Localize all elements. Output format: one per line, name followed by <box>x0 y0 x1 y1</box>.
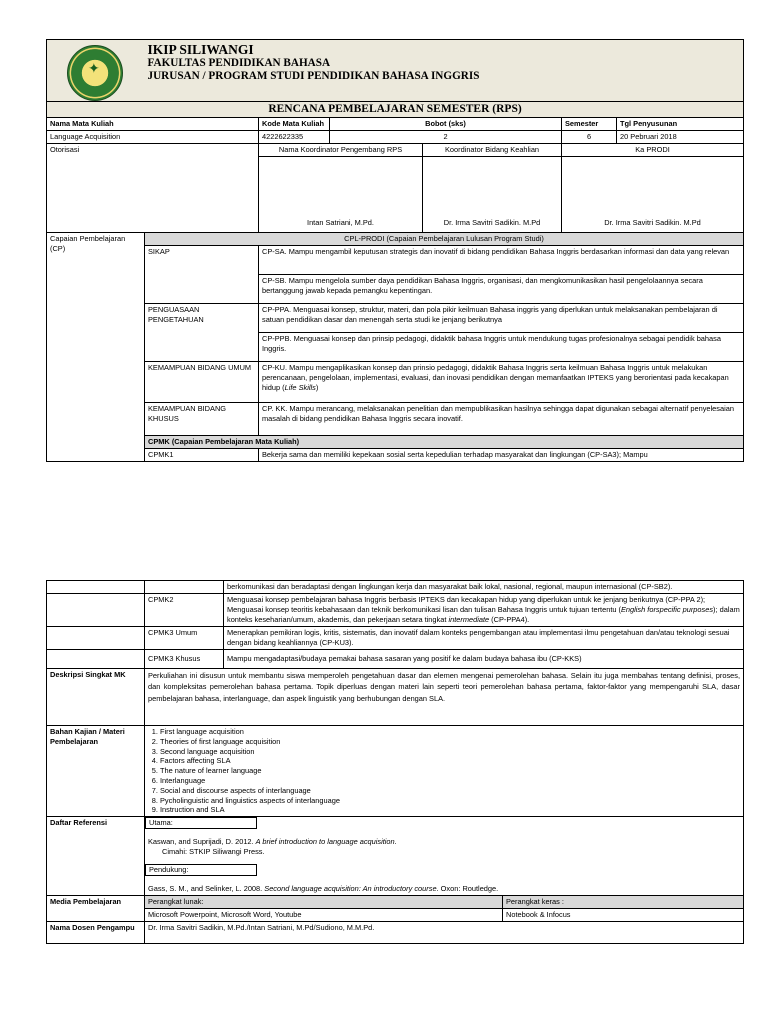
cp-label-continued-2 <box>47 594 145 627</box>
cpmk3-khusus-label: CPMK3 Khusus <box>145 650 224 669</box>
doc-title: RENCANA PEMBELAJARAN SEMESTER (RPS) <box>47 102 744 118</box>
rps-table-page-1 <box>46 39 744 462</box>
media-label-row <box>47 896 744 909</box>
cp-ku-text: CP-KU. Mampu mengaplikasikan konsep dan prinsio pedagogi, didaktik Bahasa Inggris serta keilmuan Bahasa Inggris untuk melakukan perencanaan, pengelolaan, implementasi, evaluasi, dan inovasi pendidikan dengan memanfaatkan IPTEKS yang berorientasi pada kecakapan hidup ( <box>262 363 729 392</box>
material-item: 2. Theories of first language acquisition <box>160 737 740 747</box>
cp-ku-life-skills: Life Skills <box>284 383 316 392</box>
material-item: 6. Interlanguage <box>160 776 740 786</box>
expertise-coordinator-name: Dr. Irma Savitri Sadikin. M.Pd <box>423 157 562 233</box>
institution-name: IKIP SILIWANGI <box>147 42 254 57</box>
lecturer-names: Dr. Irma Savitri Sadikin, M.Pd./Intan Satriani, M.Pd/Sudiono, M.M.Pd. <box>145 922 744 944</box>
software-label: Perangkat lunak: <box>145 896 503 909</box>
material-item: 3. Second language acquisition <box>160 747 740 757</box>
materials-label: Bahan Kajian / Materi Pembelajaran <box>47 726 145 817</box>
kk-label: KEMAMPUAN BIDANG KHUSUS <box>145 403 259 436</box>
cp-ppb: CP-PPB. Menguasai konsep dan prinsip pedagogi, didaktik bahasa Inggris untuk mendukung tugas profesionalnya sebagai pendidik bahasa Inggris. <box>259 333 744 362</box>
doc-title-row <box>47 102 744 118</box>
media-label: Media Pembelajaran <box>47 896 145 922</box>
materials-list <box>148 727 740 815</box>
cpmk2-row <box>47 594 744 627</box>
coordinator-name: Intan Satriani, M.Pd. <box>259 157 423 233</box>
main-reference-title: A brief introduction to language acquisition <box>255 837 395 847</box>
kk-row <box>47 403 744 436</box>
course-code-label: Kode Mata Kuliah <box>259 118 330 131</box>
sikap-row-a <box>47 246 744 275</box>
lecturer-row <box>47 922 744 944</box>
main-reference-publisher: Cimahi: STKIP Siliwangi Press. <box>162 847 265 857</box>
main-reference-author: Kaswan, and Suprijadi, D. 2012. <box>148 837 256 847</box>
cpmk3-umum-label: CPMK3 Umum <box>145 627 224 650</box>
cp-label-continued <box>47 581 145 594</box>
cpmk-header-row <box>47 436 744 449</box>
lecturer-label: Nama Dosen Pengampu <box>47 922 145 944</box>
semester-value: 6 <box>562 131 617 144</box>
semester-label: Semester <box>562 118 617 131</box>
cpmk1-row <box>47 449 744 462</box>
cpmk2-text-e: (CP-PPA4). <box>489 615 530 624</box>
authorization-label-row <box>47 144 744 157</box>
cpmk-header: CPMK (Capaian Pembelajaran Mata Kuliah) <box>145 436 744 449</box>
sikap-label: SIKAP <box>145 246 259 304</box>
main-references-label: Utama: <box>145 817 257 829</box>
material-item: 1. First language acquisition <box>160 727 740 737</box>
software-value: Microsoft Powerpoint, Microsoft Word, Youtube <box>145 909 503 922</box>
media-value-row <box>47 909 744 922</box>
support-reference-author: Gass, S. M., and Selinker, L. 2008. <box>148 884 265 894</box>
faculty-name: FAKULTAS PENDIDIKAN BAHASA <box>147 57 331 69</box>
expertise-coordinator-label: Koordinator Bidang Keahlian <box>423 144 562 157</box>
ikip-logo-icon: ✦ <box>67 45 123 101</box>
cpl-prodi-header: CPL-PRODI (Capaian Pembelajaran Lulusan Program Studi) <box>145 233 744 246</box>
materials-row <box>47 726 744 817</box>
cpmk1-text-part2: berkomunikasi dan beradaptasi dengan lingkungan kerja dan masyarakat baik lokal, nasional, regional, maupun internasional (CP-SB2). <box>224 581 744 594</box>
main-reference-dot: . <box>394 837 397 847</box>
ku-row <box>47 362 744 403</box>
support-reference-title: Second language acquisition: An introductory course <box>264 884 437 894</box>
cpmk2-text-a: Menguasai konsep pembelajaran bahasa Inggris berbasis IPTEKS dan kecakapan hidup yang diperlukan untuk ke jenjang berikutnya (CP-PPA 2); Menguasai konsep teoritis kebahasaan dan teknik berkomunikasi lisan dan tulisan Bahasa Inggris untuk tujuan tertentu ( <box>227 595 706 614</box>
cp-label: Capaian Pembelajaran (CP) <box>47 233 145 462</box>
cp-ku <box>259 362 744 403</box>
cpmk2-text-c: ); dalam konteks keseharian/umum, akademis, dan pekerjaan setara tingkat <box>227 605 740 624</box>
material-item: 4. Factors affecting SLA <box>160 756 740 766</box>
institution-header <box>47 40 744 102</box>
cp-kk: CP. KK. Mampu merancang, melaksanakan penelitian dan mempublikasikan hasilnya sehingga dapat digunakan sebagai alternatif penyelesaian masalah di bidang pendidikan Bahasa Inggris secara inovatif. <box>259 403 744 436</box>
department-name: JURUSAN / PROGRAM STUDI PENDIDIKAN BAHASA INGGRIS <box>147 70 480 82</box>
credits-label: Bobot (sks) <box>330 118 562 131</box>
credits-value: 2 <box>330 131 562 144</box>
pengetahuan-label: PENGUASAAN PENGETAHUAN <box>145 304 259 362</box>
support-reference <box>148 884 740 894</box>
support-references-label: Pendukung: <box>145 864 257 876</box>
cpmk3-umum-row <box>47 627 744 650</box>
cpmk2-label: CPMK2 <box>145 594 224 627</box>
date-value: 20 Pebruari 2018 <box>617 131 744 144</box>
cp-sa: CP-SA. Mampu mengambil keputusan strategis dan inovatif di bidang pendidikan Bahasa Inggris berdasarkan informasi dan data yang relevan <box>259 246 744 275</box>
head-label: Ka PRODI <box>562 144 744 157</box>
cpmk2-text-esp: English forspecific purposes <box>621 605 714 614</box>
logo-cell <box>47 40 145 102</box>
rps-page-1 <box>46 39 743 462</box>
description-text: Perkuliahan ini disusun untuk membantu siswa memperoleh pengetahuan dasar dan elemen mengenai pemerolehan bahasa. Selain itu juga membahas tentang definisi, proses, dan kompleksitas pemerolehan bahasa pertama. Topik diperluas dengan materi lain seperti teori pemerolehan bahasa pertama, faktor-faktor yang mempengaruhi SLA, dasar pembelajaran bahasa, interlanguage, dan aspek linguistik yang berhubungan dengan SLA. <box>145 669 744 726</box>
hardware-value: Notebook & Infocus <box>503 909 744 922</box>
material-item: 9. Instruction and SLA <box>160 805 740 815</box>
support-reference-publisher: . Oxon: Routledge. <box>436 884 499 894</box>
cp-label-continued-4 <box>47 650 145 669</box>
institution-names <box>145 40 744 102</box>
ku-label: KEMAMPUAN BIDANG UMUM <box>145 362 259 403</box>
cpmk1-text-part1: Bekerja sama dan memiliki kepekaan sosial serta kepedulian terhadap masyarakat dan lingkungan (CP-SA3); Mampu <box>259 449 744 462</box>
cp-ppa: CP-PPA. Menguasai konsep, struktur, materi, dan pola pikir keilmuan Bahasa inggris yang diperlukan untuk melaksanakan pembelajaran di satuan pendidikan dasar dan menengah serta studi ke jenjang berikutnya <box>259 304 744 333</box>
cpmk1-label-continued <box>145 581 224 594</box>
description-row <box>47 669 744 726</box>
course-code: 4222622335 <box>259 131 330 144</box>
cpmk1-label: CPMK1 <box>145 449 259 462</box>
date-label: Tgl Penyusunan <box>617 118 744 131</box>
rps-table-page-2 <box>46 580 744 944</box>
references-label: Daftar Referensi <box>47 817 145 896</box>
materials-list-cell <box>145 726 744 817</box>
material-item: 7. Social and discourse aspects of interlanguage <box>160 786 740 796</box>
course-label-row <box>47 118 744 131</box>
hardware-label: Perangkat keras : <box>503 896 744 909</box>
main-reference <box>148 837 740 847</box>
description-label: Deskripsi Singkat MK <box>47 669 145 726</box>
cp-sb: CP-SB. Mampu mengelola sumber daya pendidikan Bahasa Inggris, organisasi, dan mengkomunikasikan hasil pengelolaannya secara bertanggung jawab kepada pemangku kepentingan. <box>259 275 744 304</box>
course-name-label: Nama Mata Kuliah <box>47 118 259 131</box>
material-item: 5. The nature of learner language <box>160 766 740 776</box>
cp-header-row <box>47 233 744 246</box>
pengetahuan-row-a <box>47 304 744 333</box>
coordinator-label: Nama Koordinator Pengembang RPS <box>259 144 423 157</box>
head-name: Dr. Irma Savitri Sadikin. M.Pd <box>562 157 744 233</box>
course-value-row <box>47 131 744 144</box>
cp-label-continued-3 <box>47 627 145 650</box>
cpmk1-continued-row <box>47 581 744 594</box>
cpmk2-text <box>224 594 744 627</box>
cpmk2-text-intermediate: intermediate <box>448 615 490 624</box>
references-cell <box>145 817 744 896</box>
cpmk3-khusus-text: Mampu mengadaptasi/budaya pemakai bahasa sasaran yang positif ke dalam budaya bahasa ibu (CP-KKS) <box>224 650 744 669</box>
material-item: 8. Pycholinguistic and linguistics aspects of interlanguage <box>160 796 740 806</box>
references-row <box>47 817 744 896</box>
cpmk3-khusus-row <box>47 650 744 669</box>
authorization-label: Otorisasi <box>47 144 259 233</box>
cpmk3-umum-text: Menerapkan pemikiran logis, kritis, sistematis, dan inovatif dalam konteks pengembangan atau implementasi ilmu pengetahuan dan/atau teknologi sesuai dengan bidang keahliannya (CP-KU3). <box>224 627 744 650</box>
rps-page-2 <box>46 580 743 944</box>
cp-ku-end: ) <box>315 383 319 392</box>
course-name: Language Acquisition <box>47 131 259 144</box>
